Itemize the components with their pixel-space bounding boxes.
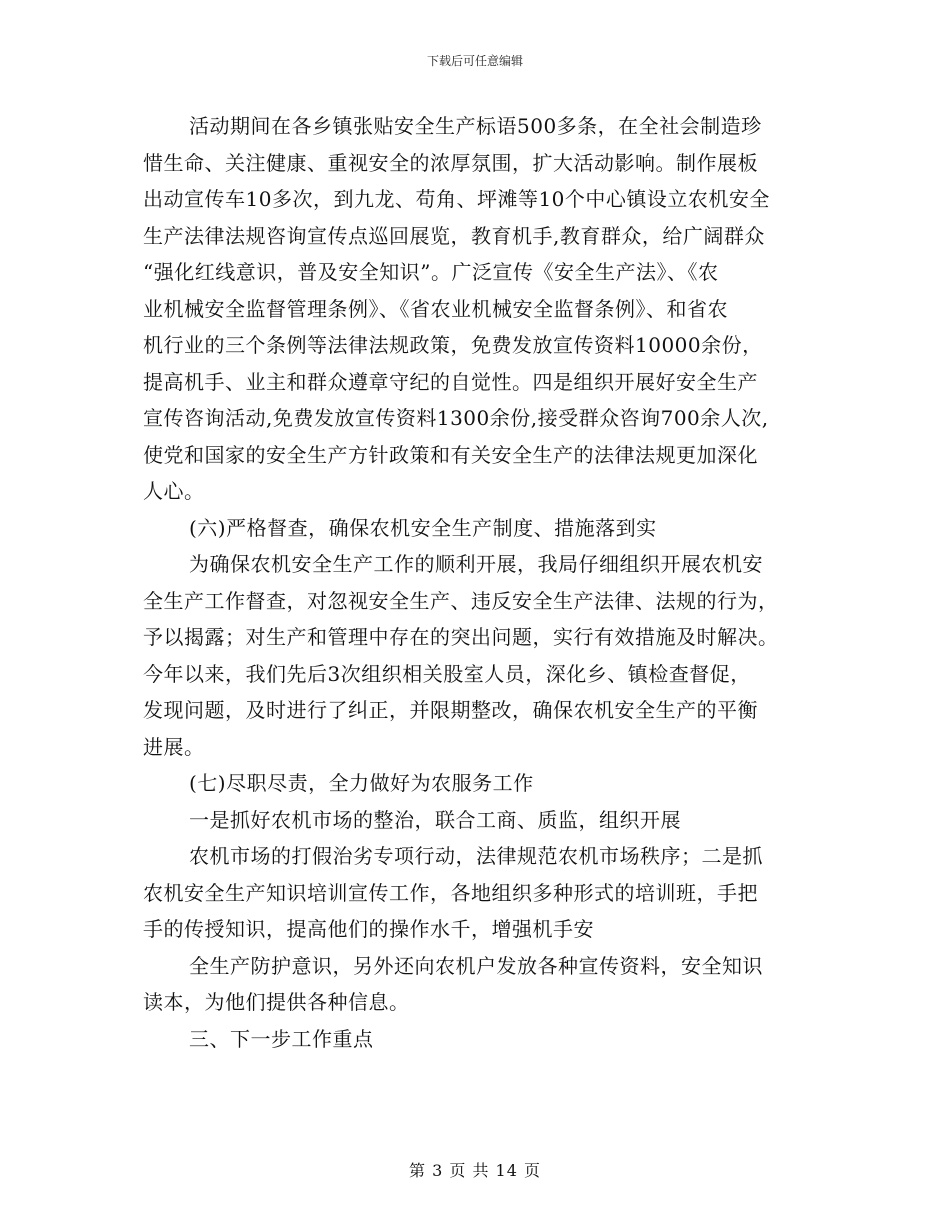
text-line: 今年以来，我们先后3次组织相关股室人员，深化乡、镇检查督促， [143,661,751,686]
paragraph [143,838,808,948]
text-line: 发现问题，及时进行了纠正，并限期整改，确保农机安全生产的平衡 [143,698,758,722]
text-line: 农机市场的打假治劣专项行动，法律规范农机市场秩序；二是抓 [189,844,763,868]
text-line: 进展。 [143,734,205,759]
text-line: 全生产工作督查，对忽视安全生产、违反安全生产法律、法规的行为， [143,588,779,613]
document-body [143,108,808,1057]
text-line: (七)尽职尽责，全力做好为农服务工作 [189,771,534,795]
paragraph-list [143,108,808,1057]
text-line: 机行业的三个条例等法律法规政策，免费发放宣传资料10000余份， [143,333,763,357]
text-line: 人心。 [143,479,205,503]
text-line: 活动期间在各乡镇张贴安全生产标语500多条，在全社会制造珍 [189,114,762,138]
paragraph [143,510,808,547]
text-line: 业机械安全监督管理条例》、《省农业机械安全监督条例》、和省农 [143,296,728,321]
text-line: 农机安全生产知识培训宣传工作，各地组织多种形式的培训班，手把 [143,880,758,905]
text-line: “强化红线意识，普及安全知识”。广泛宣传《安全生产法》、《农 [143,260,719,284]
paragraph [143,546,808,765]
paragraph [143,765,808,802]
text-line: 予以揭露；对生产和管理中存在的突出问题，实行有效措施及时解决。 [143,625,779,649]
text-line: 惜生命、关注健康、重视安全的浓厚氛围，扩大活动影响。制作展板 [143,150,758,175]
paragraph [143,108,808,510]
paragraph [143,802,808,839]
paragraph [143,948,808,1021]
text-line: 生产法律法规咨询宣传点巡回展览，教育机手,教育群众，给广阔群众 [143,223,765,248]
paragraph [143,1021,808,1058]
page-number-footer: 第 3 页 共 14 页 [409,1161,541,1180]
text-line: 手的传授知识，提高他们的操作水千，增强机手安 [143,917,594,941]
text-line: 读本，为他们提供各种信息。 [143,990,410,1014]
text-line: 三、下一步工作重点 [189,1026,374,1051]
text-line: 宣传咨询活动,免费发放宣传资料1300余份,接受群众咨询700余人次, [143,406,769,430]
text-line: 使党和国家的安全生产方针政策和有关安全生产的法律法规更加深化 [143,442,758,467]
text-line: 一是抓好农机市场的整治，联合工商、质监，组织开展 [189,807,681,832]
text-line: (六)严格督查，确保农机安全生产制度、措施落到实 [189,515,657,540]
text-line: 为确保农机安全生产工作的顺利开展，我局仔细组织开展农机安 [189,552,763,576]
page-header-note: 下载后可任意编辑 [426,54,523,68]
text-line: 全生产防护意识，另外还向农机户发放各种宣传资料，安全知识 [189,953,763,978]
text-line: 提高机手、业主和群众遵章守纪的自觉性。四是组织开展好安全生产 [143,369,758,394]
text-line: 出动宣传车10多次，到九龙、苟角、坪滩等10个中心镇设立农机安全 [143,187,770,211]
